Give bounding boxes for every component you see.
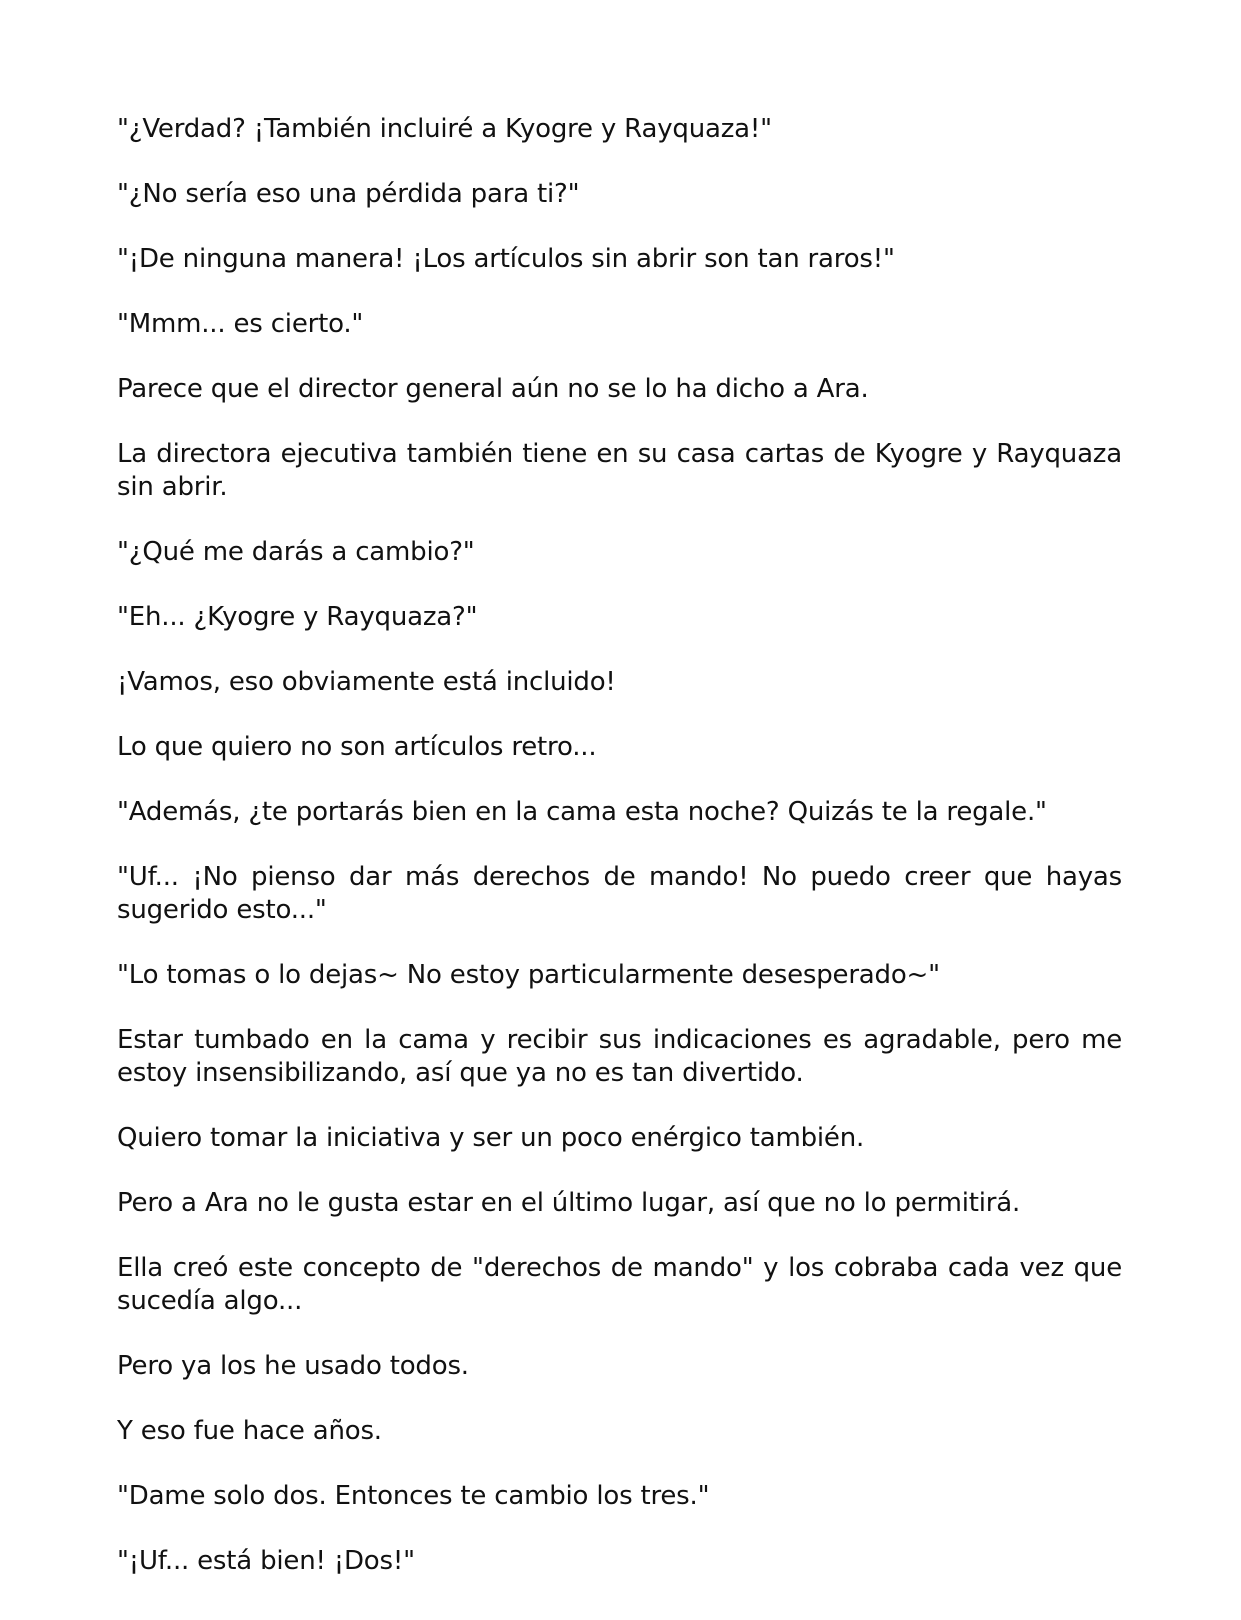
paragraph-8: "Eh... ¿Kyogre y Rayquaza?" xyxy=(117,602,478,632)
paragraph-20: "Dame solo dos. Entonces te cambio los tres." xyxy=(117,1481,710,1511)
paragraph-16: Pero a Ara no le gusta estar en el último lugar, así que no lo permitirá. xyxy=(117,1188,1021,1218)
paragraph-1: "¿Verdad? ¡También incluiré a Kyogre y Rayquaza!" xyxy=(117,114,772,144)
paragraph-4: "Mmm... es cierto." xyxy=(117,309,364,339)
paragraph-19: Y eso fue hace años. xyxy=(117,1416,382,1446)
document-page xyxy=(117,113,1122,1578)
paragraph-9: ¡Vamos, eso obviamente está incluido! xyxy=(117,667,616,697)
paragraph-14: Estar tumbado en la cama y recibir sus indicaciones es agradable, pero me estoy insensibilizando, así que ya no es tan divertido. xyxy=(117,1025,1122,1088)
paragraph-3: "¡De ninguna manera! ¡Los artículos sin abrir son tan raros!" xyxy=(117,244,895,274)
paragraph-13: "Lo tomas o lo dejas~ No estoy particularmente desesperado~" xyxy=(117,960,940,990)
paragraph-10: Lo que quiero no son artículos retro... xyxy=(117,732,597,762)
paragraph-11: "Además, ¿te portarás bien en la cama esta noche? Quizás te la regale." xyxy=(117,797,1047,827)
paragraph-5: Parece que el director general aún no se lo ha dicho a Ara. xyxy=(117,374,869,404)
paragraph-17: Ella creó este concepto de "derechos de mando" y los cobraba cada vez que sucedía algo... xyxy=(117,1253,1122,1316)
paragraph-7: "¿Qué me darás a cambio?" xyxy=(117,537,475,567)
paragraph-12: "Uf... ¡No pienso dar más derechos de mando! No puedo creer que hayas sugerido esto..." xyxy=(117,862,1122,925)
paragraph-21: "¡Uf... está bien! ¡Dos!" xyxy=(117,1546,415,1576)
paragraph-2: "¿No sería eso una pérdida para ti?" xyxy=(117,179,580,209)
paragraph-18: Pero ya los he usado todos. xyxy=(117,1351,469,1381)
paragraph-6: La directora ejecutiva también tiene en su casa cartas de Kyogre y Rayquaza sin abrir. xyxy=(117,439,1122,502)
paragraph-15: Quiero tomar la iniciativa y ser un poco enérgico también. xyxy=(117,1123,865,1153)
